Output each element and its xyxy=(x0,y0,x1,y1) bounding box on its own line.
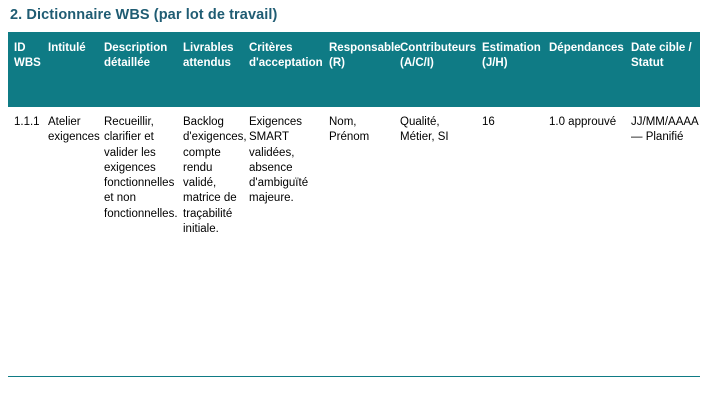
cell-livrables: Backlog d'exigences, compte rendu validé, matrice de traçabilité initiale. xyxy=(183,116,247,235)
cell-responsable: Nom, Prénom xyxy=(329,116,370,144)
cell-criteres: Exigences SMART validées, absence d'ambiguïté majeure. xyxy=(249,116,309,205)
column-header-date-statut: Date cible / Statut xyxy=(625,32,700,106)
column-header-dependances: Dépendances xyxy=(543,32,625,106)
column-header-contributeurs: Contributeurs (A/C/I) xyxy=(394,32,476,106)
cell-estimation: 16 xyxy=(482,116,495,128)
cell-description: Recueillir, clarifier et valider les exigences fonctionnelles et non fonctionnelles. xyxy=(104,116,178,220)
cell-date-statut: JJ/MM/AAAA — Planifié xyxy=(631,116,699,144)
cell-contributeurs: Qualité, Métier, SI xyxy=(400,116,449,144)
cell-intitule: Atelier exigences xyxy=(48,116,100,144)
column-header-livrables: Livrables attendus xyxy=(177,32,243,106)
table-header-row xyxy=(8,32,700,106)
document-page xyxy=(0,7,708,411)
column-header-id-wbs: ID WBS xyxy=(8,32,42,106)
cell-dependances: 1.0 approuvé xyxy=(549,116,617,128)
wbs-dictionary-table xyxy=(8,32,700,377)
column-header-intitule: Intitulé xyxy=(42,32,98,106)
cell-id-wbs: 1.1.1 xyxy=(14,116,40,128)
column-header-responsable: Responsable (R) xyxy=(323,32,394,106)
table-row xyxy=(8,106,700,377)
column-header-criteres: Critères d'acceptation xyxy=(243,32,323,106)
column-header-description: Description détaillée xyxy=(98,32,177,106)
page-title: 2. Dictionnaire WBS (par lot de travail) xyxy=(10,7,278,23)
column-header-estimation: Estimation (J/H) xyxy=(476,32,543,106)
